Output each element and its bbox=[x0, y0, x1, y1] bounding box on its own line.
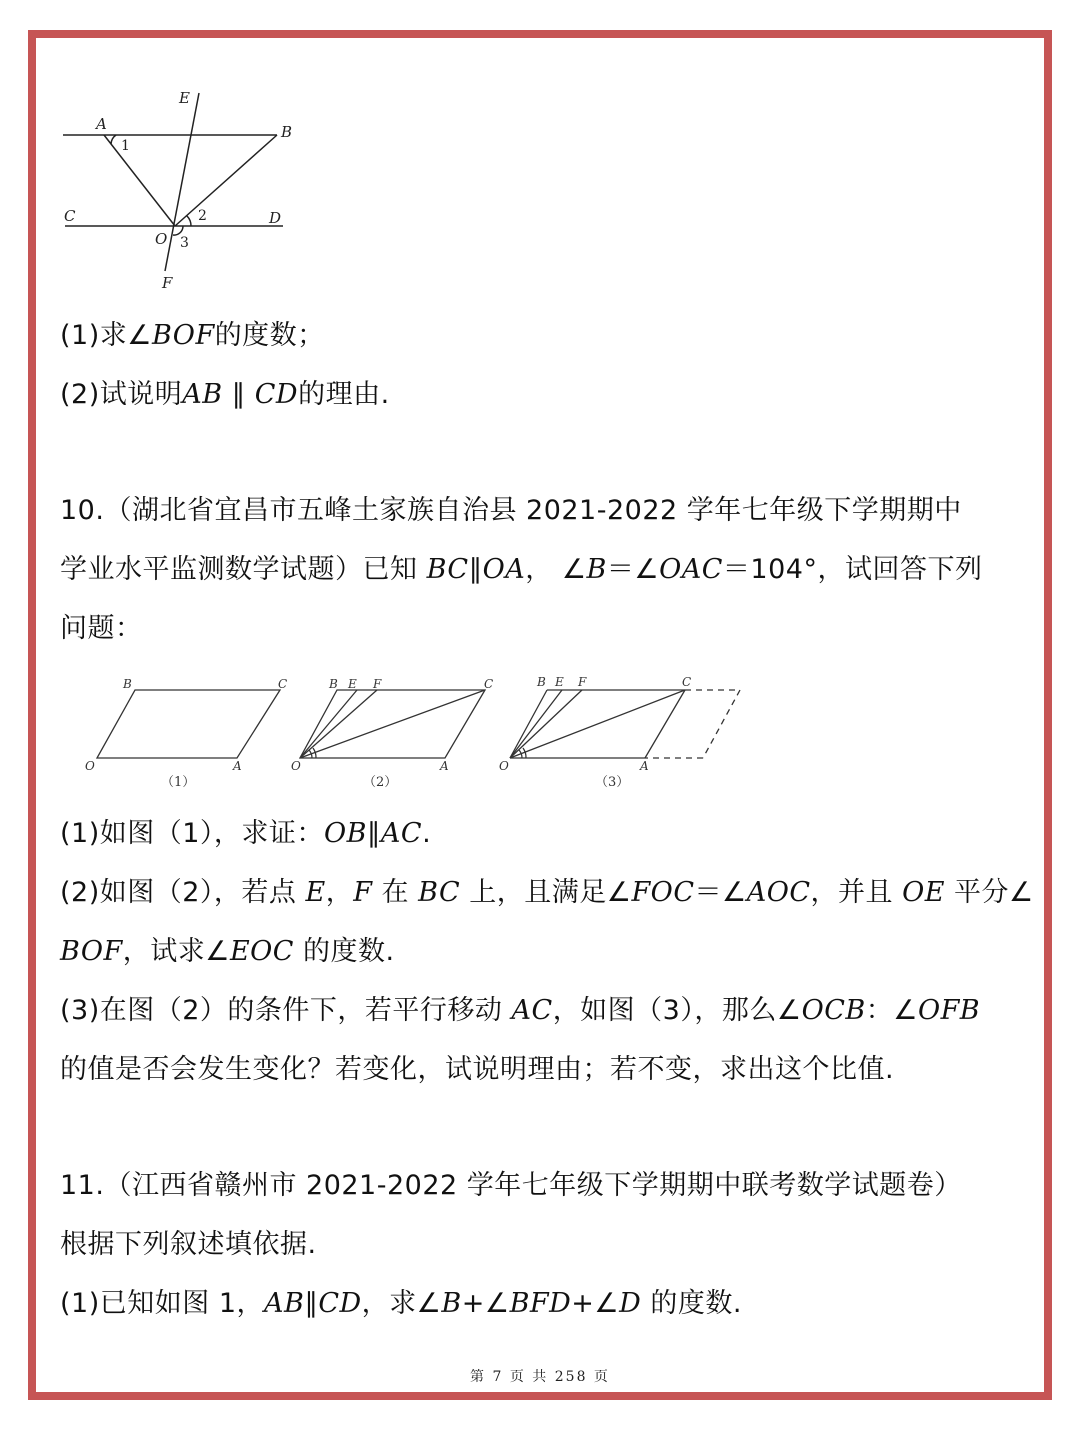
fig3-label-B: B bbox=[537, 675, 546, 689]
fig1-label-B: B bbox=[123, 677, 132, 691]
q10-heading-line1: 10.（湖北省宜昌市五峰土家族自治县 2021-2022 学年七年级下学期期中 bbox=[60, 495, 962, 526]
angle-label-1: 1 bbox=[121, 138, 130, 154]
fig2-label-O: O bbox=[291, 759, 301, 773]
figure-caption-3: （3） bbox=[595, 775, 630, 790]
fig2-label-B: B bbox=[329, 677, 338, 691]
q10-part3-line2: 的值是否会发生变化？若变化，试说明理由；若不变，求出这个比值. bbox=[60, 1054, 895, 1085]
q10-part2-line1: (2)如图（2），若点 E，F 在 BC 上，且满足∠FOC＝∠AOC，并且 OE 平分∠ bbox=[60, 877, 1034, 908]
fig3-label-F: F bbox=[578, 675, 587, 689]
fig2-label-C: C bbox=[484, 677, 494, 691]
page-number-footer: 第 7 页 共 258 页 bbox=[470, 1369, 610, 1385]
label-C: C bbox=[64, 207, 76, 225]
q11-part1: (1)已知如图 1，AB∥CD，求∠B+∠BFD+∠D 的度数. bbox=[60, 1288, 742, 1319]
q11-heading-line2: 根据下列叙述填依据. bbox=[60, 1229, 317, 1260]
q10-part2-line2: BOF，试求∠EOC 的度数. bbox=[60, 936, 395, 967]
label-B: B bbox=[281, 123, 293, 141]
q10-heading-line2: 学业水平监测数学试题）已知 BC∥OA， ∠B＝∠OAC＝104°，试回答下列 bbox=[60, 554, 983, 585]
label-D: D bbox=[269, 209, 282, 227]
q9-part2: (2)试说明AB ∥ CD的理由. bbox=[60, 379, 390, 410]
fig1-label-C: C bbox=[278, 677, 288, 691]
q11-heading-line1: 11.（江西省赣州市 2021-2022 学年七年级下学期期中联考数学试题卷） bbox=[60, 1170, 962, 1201]
fig2-label-E: E bbox=[348, 677, 357, 691]
fig1-label-A: A bbox=[233, 759, 242, 773]
q10-part3-line1: (3)在图（2）的条件下，若平行移动 AC，如图（3），那么∠OCB：∠OFB bbox=[60, 995, 981, 1026]
angle-label-3: 3 bbox=[180, 235, 189, 251]
fig3-label-C: C bbox=[682, 675, 692, 689]
fig1-label-O: O bbox=[85, 759, 95, 773]
fig3-label-A: A bbox=[640, 759, 649, 773]
fig3-label-E: E bbox=[555, 675, 564, 689]
label-A: A bbox=[96, 115, 107, 133]
fig3-label-O: O bbox=[499, 759, 509, 773]
fig2-label-A: A bbox=[440, 759, 449, 773]
q10-heading-line3: 问题： bbox=[60, 613, 143, 644]
figure-caption-2: （2） bbox=[363, 775, 398, 790]
figure-parallel-lines-q9 bbox=[55, 85, 315, 295]
figure-caption-1: （1） bbox=[161, 775, 196, 790]
q9-part1: (1)求∠BOF的度数； bbox=[60, 320, 325, 351]
label-F: F bbox=[162, 274, 173, 292]
label-E: E bbox=[179, 89, 190, 107]
fig2-label-F: F bbox=[373, 677, 382, 691]
q10-part1: (1)如图（1），求证：OB∥AC. bbox=[60, 818, 432, 849]
angle-label-2: 2 bbox=[198, 208, 207, 224]
label-O: O bbox=[155, 230, 168, 248]
figure-parallelograms-q10 bbox=[75, 670, 755, 800]
